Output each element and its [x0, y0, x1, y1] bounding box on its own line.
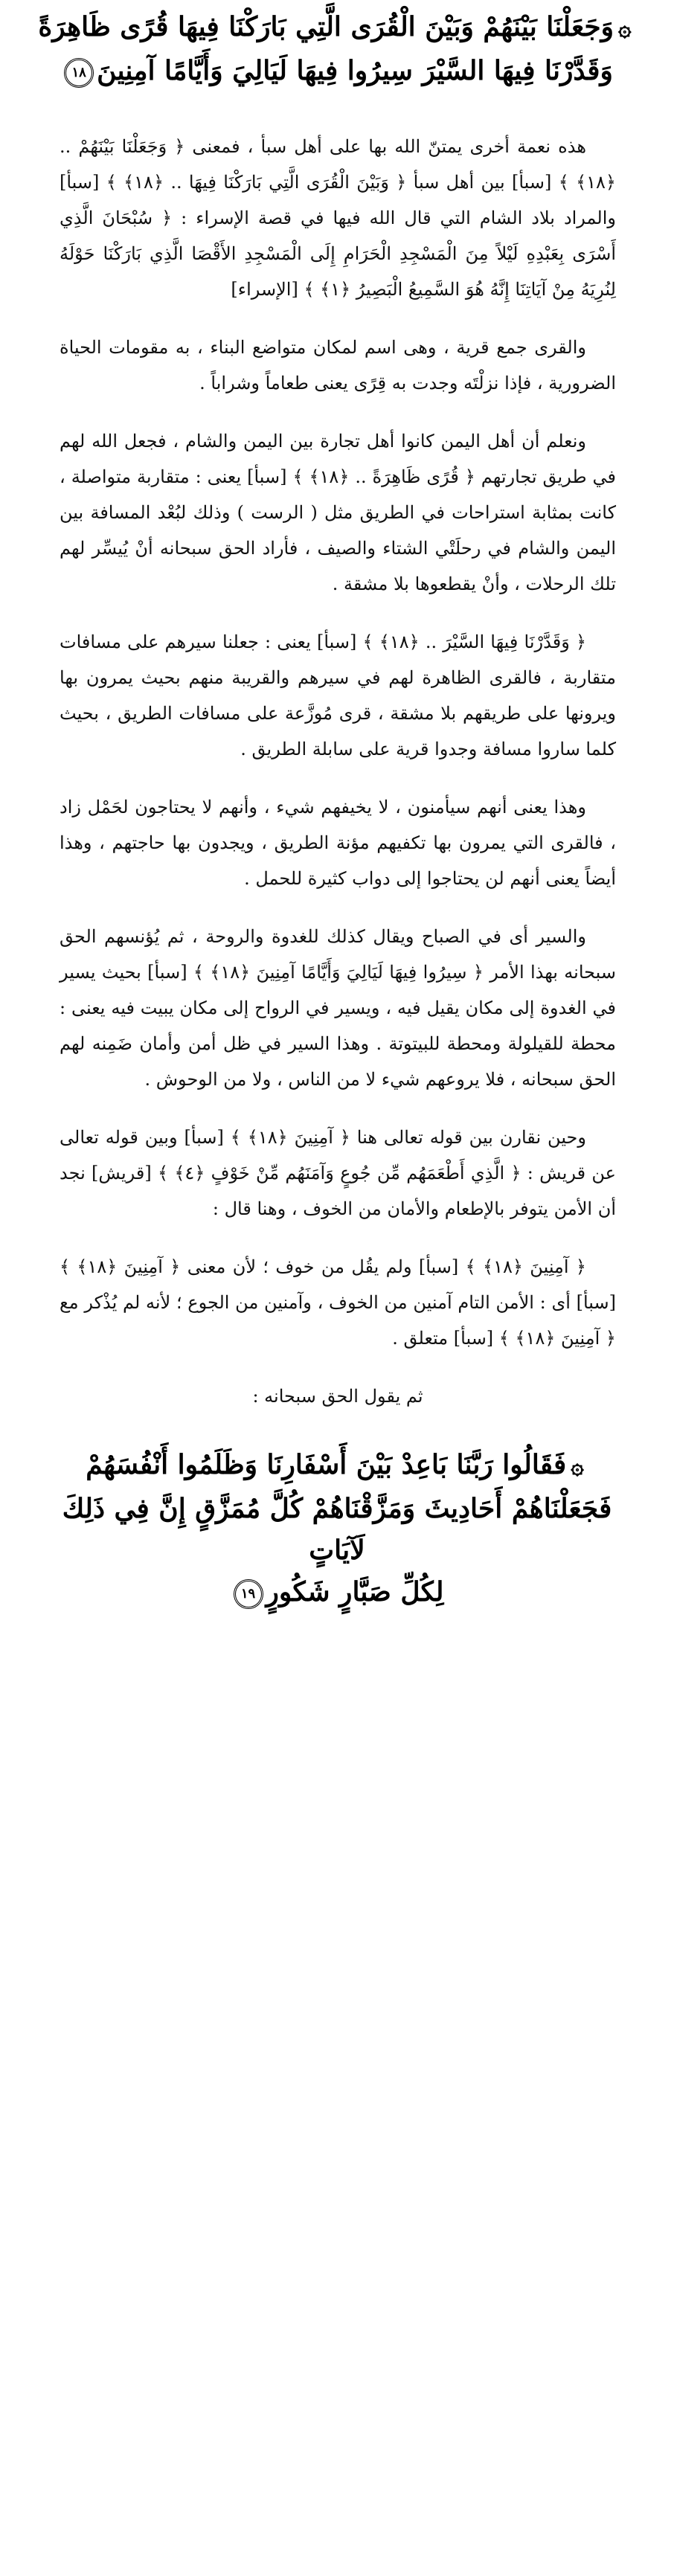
intro-line: ثم يقول الحق سبحانه :	[252, 1386, 423, 1407]
bottom-verse-line-2	[30, 1488, 644, 1571]
commentary-paragraph-4: ﴿ وَقَدَّرْنَا فِيهَا السَّيْرَ .. ﴿١٨﴾ ﴾ [سبأ] يعنى : جعلنا سيرهم على مسافات متقاربة ، فالقرى الظاهرة لهم في سيرهم والقريبة منهم بحيث يمرون بها ويرونها على طريقهم بلا مشقة ، قرى مُوزَّعة على مسافات الطريق ، بحيث كلما ساروا مسافة وجدوا قرية على سابلة الطريق .	[60, 632, 616, 759]
bottom-verse-text-2: فَجَعَلْنَاهُمْ أَحَادِيثَ وَمَزَّقْنَاهُمْ كُلَّ مُمَزَّقٍ إِنَّ فِي ذَلِكَ لَآيَاتٍ	[62, 1493, 612, 1566]
bottom-verse-text-1: فَقَالُوا رَبَّنَا بَاعِدْ بَيْنَ أَسْفَارِنَا وَظَلَمُوا أَنْفُسَهُمْ	[86, 1449, 567, 1480]
commentary-body	[0, 129, 674, 1414]
top-verse-line-2	[30, 50, 644, 91]
ayah-number-mark: ١٩	[234, 1579, 263, 1609]
ornament-icon: ۞	[618, 16, 632, 42]
commentary-paragraph-7: وحين نقارن بين قوله تعالى هنا ﴿ آمِنِينَ ﴿١٨﴾ ﴾ [سبأ] وبين قوله تعالى عن قريش : ﴿ الَّذِي أَطْعَمَهُم مِّن جُوعٍ وَآمَنَهُم مِّنْ خَوْفٍ ﴿٤﴾ ﴾ [قريش] نجد أن الأمن يتوفر بالإطعام والأمان من الخوف ، وهنا قال :	[60, 1127, 616, 1219]
commentary-paragraph-8: ﴿ آمِنِينَ ﴿١٨﴾ ﴾ [سبأ] ولم يقُل من خوف ؛ لأن معنى ﴿ آمِنِينَ ﴿١٨﴾ ﴾ [سبأ] أى : الأمن التام آمنين من الخوف ، وآمنين من الجوع ؛ لأنه لم يُذْكر مع ﴿ آمِنِينَ ﴿١٨﴾ ﴾ [سبأ] متعلق .	[60, 1256, 616, 1349]
bottom-verse-block	[30, 1444, 644, 1613]
commentary-paragraph-2: والقرى جمع قرية ، وهى اسم لمكان متواضع البناء ، به مقومات الحياة الضرورية ، فإذا نزلْتَه وجدت به قِرًى يعنى طعاماً وشراباً .	[60, 337, 616, 394]
commentary-paragraph-6: والسير أى في الصباح ويقال كذلك للغدوة والروحة ، ثم يُؤنسهم الحق سبحانه بهذا الأمر ﴿ سِيرُوا فِيهَا لَيَالِيَ وَأَيَّامًا آمِنِينَ ﴿١٨﴾ ﴾ [سبأ] بحيث يسير في الغدوة إلى مكان يقيل فيه ، ويسير في الرواح إلى مكان يبيت فيه يعنى : محطة للقيلولة ومحطة للبيتوتة . وهذا السير في ظل أمن وأمان ضَمِنه لهم الحق سبحانه ، فلا يروعهم شيء لا من الناس ، ولا من الوحوش .	[60, 926, 616, 1090]
bottom-verse-line-3	[30, 1571, 644, 1613]
top-verse-text-1: وَجَعَلْنَا بَيْنَهُمْ وَبَيْنَ الْقُرَى الَّتِي بَارَكْنَا فِيهَا قُرًى ظَاهِرَةً	[38, 11, 614, 42]
top-verse-text-2: وَقَدَّرْنَا فِيهَا السَّيْرَ سِيرُوا فِيهَا لَيَالِيَ وَأَيَّامًا آمِنِينَ	[97, 55, 613, 86]
top-verse-line-1	[30, 6, 644, 50]
ornament-icon: ۞	[571, 1454, 584, 1480]
bottom-verse-line-1	[30, 1444, 644, 1488]
commentary-paragraph-1: هذه نعمة أخرى يمتنّ الله بها على أهل سبأ ، فمعنى ﴿ وَجَعَلْنَا بَيْنَهُمْ .. ﴿١٨﴾ ﴾ [سبأ] بين أهل سبأ ﴿ وَبَيْنَ الْقُرَى الَّتِي بَارَكْنَا فِيهَا .. ﴿١٨﴾ ﴾ [سبأ] والمراد بلاد الشام التي قال الله فيها في قصة الإسراء : ﴿ سُبْحَانَ الَّذِي أَسْرَى بِعَبْدِهِ لَيْلاً مِنَ الْمَسْجِدِ الْحَرَامِ إِلَى الْمَسْجِدِ الأَقْصَا الَّذِي بَارَكْنَا حَوْلَهُ لِنُرِيَهُ مِنْ آيَاتِنَا إِنَّهُ هُوَ السَّمِيعُ الْبَصِيرُ ﴿١﴾ ﴾ [الإسراء]	[60, 136, 616, 300]
top-verse-block	[30, 0, 644, 91]
commentary-paragraph-5: وهذا يعنى أنهم سيأمنون ، لا يخيفهم شيء ، وأنهم لا يحتاجون لحَمْل زاد ، فالقرى التي يمرون بها تكفيهم مؤنة الطريق ، ويجدون بها حاجتهم ، وهذا أيضاً يعنى أنهم لن يحتاجوا إلى دواب كثيرة للحمل .	[60, 797, 616, 889]
ayah-number-mark: ١٨	[64, 58, 94, 88]
commentary-paragraph-3: ونعلم أن أهل اليمن كانوا أهل تجارة بين اليمن والشام ، فجعل الله لهم في طريق تجارتهم ﴿ قُرًى ظَاهِرَةً .. ﴿١٨﴾ ﴾ [سبأ] يعنى : متقاربة متواصلة ، كانت بمثابة استراحات في الطريق مثل ( الرست ) وذلك لبُعْد المسافة بين اليمن والشام في رحلَتْي الشتاء والصيف ، فأراد الحق سبحانه أنْ يُيسِّر لهم تلك الرحلات ، وأنْ يقطعوها بلا مشقة .	[60, 431, 617, 594]
bottom-verse-text-3: لِكُلِّ صَبَّارٍ شَكُورٍ	[266, 1576, 444, 1607]
